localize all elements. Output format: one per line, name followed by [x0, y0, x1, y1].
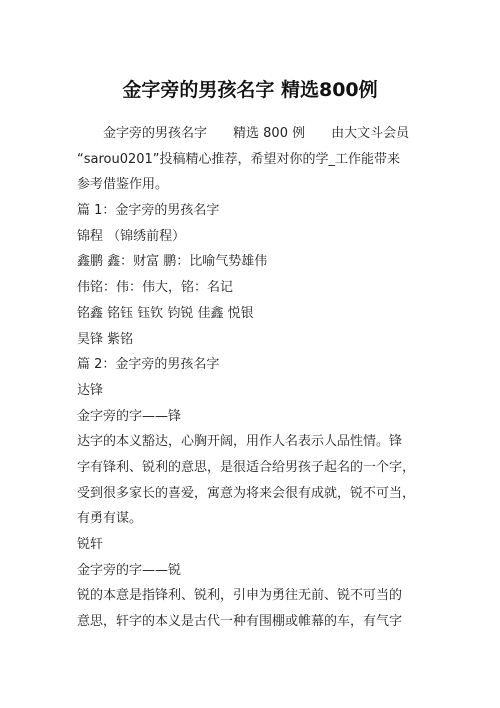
document-title: 金字旁的男孩名字 精选800例 [122, 79, 378, 101]
intro-line-1 [77, 121, 427, 147]
intro-count-text: 精选 800 例 [233, 126, 306, 141]
paragraph-line: 有勇有谋。 [77, 511, 143, 527]
paragraph-line: 受到很多家长的喜爱，寓意为将来会很有成就，锐不可当， [77, 485, 416, 501]
intro-title-text: 金字旁的男孩名字 [103, 126, 208, 141]
intro-line-3: 参考借鉴作用。 [77, 177, 169, 193]
section-heading-1: 篇 1：金字旁的男孩名字 [77, 203, 220, 219]
paragraph-line: 锐的本意是指锋利、锐利，引申为勇往无前、锐不可当的 [77, 588, 403, 604]
intro-author-text: 由大文斗会员 [331, 126, 410, 141]
name-entry: 鑫鹏 鑫：财富 鹏：比喻气势雄伟 [77, 254, 268, 270]
paragraph-line: 达字的本义豁达，心胸开阔，用作人名表示人品性情。锋 [77, 434, 403, 450]
subheading: 金字旁的字——锋 [77, 408, 182, 424]
paragraph-line: 意思，轩字的本义是古代一种有围棚或帷幕的车，有气字 [77, 614, 403, 630]
name-entry: 锐轩 [77, 537, 104, 552]
paragraph-line: 字有锋利、锐利的意思，是很适合给男孩子起名的一个字， [77, 459, 416, 475]
name-entry: 达锋 [77, 382, 104, 398]
name-entry: 铭鑫 铭钰 钰钦 钧锐 佳鑫 悦银 [77, 305, 254, 321]
document-body [77, 121, 427, 635]
subheading: 金字旁的字——锐 [77, 562, 182, 578]
name-entry: 昊锋 紫铭 [77, 331, 134, 347]
name-entry: 锦程 （锦绣前程） [77, 228, 186, 244]
intro-line-2: “sarou0201”投稿精心推荐，希望对你的学_工作能带来 [77, 151, 401, 167]
section-heading-2: 篇 2：金字旁的男孩名字 [77, 357, 220, 373]
name-entry: 伟铭：伟：伟大，铭：名记 [77, 280, 234, 296]
